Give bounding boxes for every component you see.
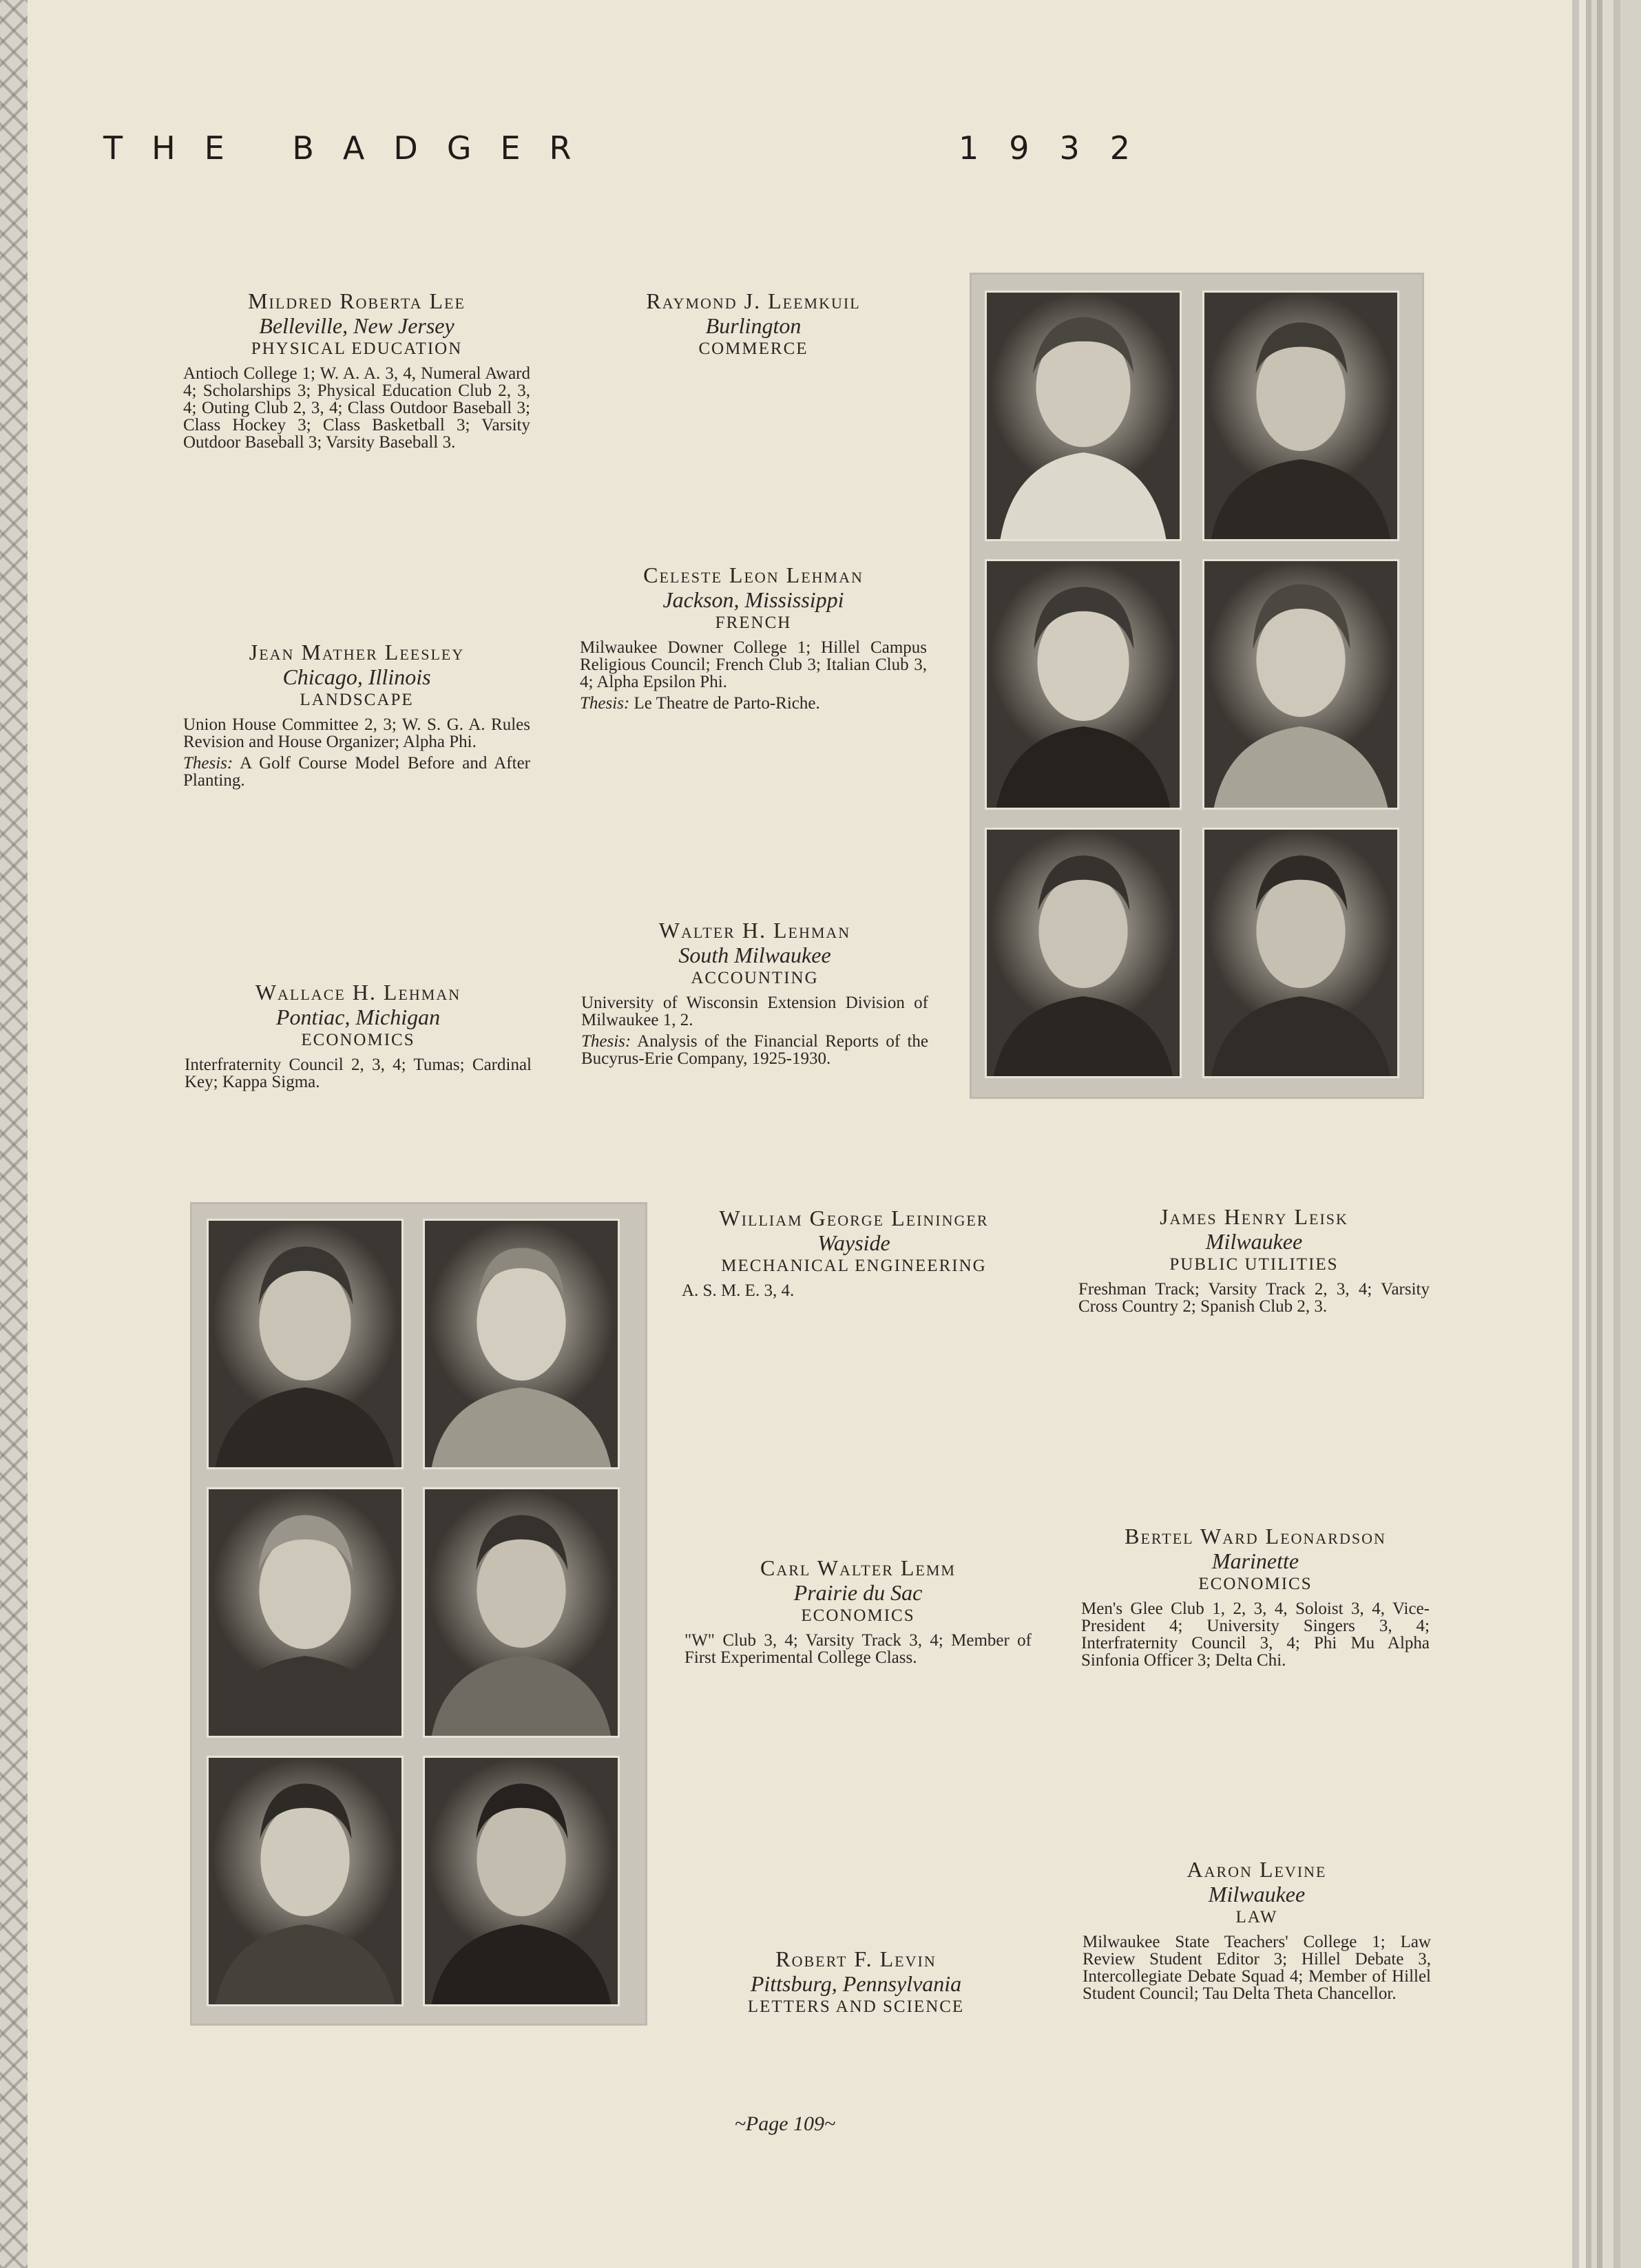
student-activities: Antioch College 1; W. A. A. 3, 4, Numeral Award 4; Scholarships 3; Physical Education Club 2, 3, 4; Outing Club 2, 3, 4; Class Outdoor Baseball 3; Class Hockey 3; Class Basketball 3; Varsity Outdoor Baseball 3; Varsity Baseball 3.	[183, 364, 530, 452]
student-entry	[183, 288, 530, 451]
portrait-icon	[209, 1489, 401, 1736]
portrait-icon	[425, 1758, 618, 2004]
decorative-right-border	[1572, 0, 1641, 2268]
portrait-icon	[1204, 293, 1397, 539]
portrait-icon	[987, 830, 1180, 1076]
student-entry	[580, 288, 927, 361]
thesis-label: Thesis:	[580, 694, 630, 713]
student-entry	[682, 1205, 1026, 1299]
page-header	[103, 129, 1205, 178]
student-hometown: Chicago, Illinois	[282, 664, 431, 689]
student-major: LAW	[1235, 1908, 1278, 1926]
photo-panel-bottom	[190, 1202, 647, 2026]
student-activities: "W" Club 3, 4; Varsity Track 3, 4; Member of First Experimental College Class.	[684, 1631, 1032, 1667]
student-name: William George Leininger	[719, 1206, 989, 1230]
portrait-icon	[209, 1221, 401, 1467]
decorative-left-border	[0, 0, 28, 2268]
student-major: PUBLIC UTILITIES	[1169, 1255, 1339, 1274]
portrait-photo	[207, 1487, 404, 1738]
student-name: Mildred Roberta Lee	[248, 288, 466, 313]
student-entry	[1083, 1856, 1431, 2002]
student-activities: Milwaukee State Teachers' College 1; Law Review Student Editor 3; Hillel Debate 3, Intercollegiate Debate Squad 4; Member of Hillel Student Council; Tau Delta Theta Chancellor.	[1083, 1933, 1431, 2003]
student-major: MECHANICAL ENGINEERING	[721, 1257, 987, 1275]
student-hometown: Prairie du Sac	[793, 1580, 923, 1605]
student-major: ECONOMICS	[1198, 1575, 1313, 1593]
portrait-icon	[987, 561, 1180, 808]
student-major: ECONOMICS	[301, 1031, 415, 1049]
portrait-photo	[1202, 559, 1399, 810]
student-name: Celeste Leon Lehman	[643, 563, 864, 587]
student-hometown: Burlington	[705, 313, 802, 338]
portrait-photo	[207, 1219, 404, 1469]
student-entry	[701, 1946, 1011, 2019]
student-name: Robert F. Levin	[775, 1946, 937, 1971]
student-thesis	[183, 755, 530, 789]
page-number: ~Page 109~	[734, 2112, 836, 2135]
thesis-title: Analysis of the Financial Reports of the Bucyrus-Erie Company, 1925-1930.	[581, 1032, 928, 1068]
student-hometown: Marinette	[1211, 1548, 1299, 1573]
portrait-icon	[1204, 561, 1397, 808]
student-name: Jean Mather Leesley	[249, 640, 465, 664]
student-entry	[581, 917, 928, 1067]
student-major: LANDSCAPE	[300, 691, 414, 709]
student-entry	[183, 639, 530, 789]
student-major: FRENCH	[715, 613, 792, 632]
student-major: PHYSICAL EDUCATION	[251, 339, 463, 358]
portrait-icon	[1204, 830, 1397, 1076]
thesis-title: Le Theatre de Parto-Riche.	[634, 694, 820, 713]
student-entry	[1081, 1523, 1430, 1669]
portrait-icon	[425, 1489, 618, 1736]
student-hometown: Pittsburg, Pennsylvania	[750, 1971, 962, 1996]
student-name: Bertel Ward Leonardson	[1125, 1524, 1386, 1548]
student-hometown: Jackson, Mississippi	[662, 587, 844, 612]
student-name: James Henry Leisk	[1160, 1204, 1348, 1229]
portrait-icon	[425, 1221, 618, 1467]
student-name: Wallace H. Lehman	[255, 980, 461, 1005]
portrait-photo	[423, 1487, 620, 1738]
student-entry	[185, 979, 532, 1091]
student-major: LETTERS AND SCIENCE	[747, 1997, 965, 2016]
student-major: COMMERCE	[698, 339, 808, 358]
student-hometown: South Milwaukee	[678, 943, 831, 967]
yearbook-title: THE BADGER	[103, 129, 600, 167]
portrait-photo	[985, 828, 1182, 1078]
student-entry	[1078, 1204, 1430, 1315]
thesis-label: Thesis:	[581, 1032, 631, 1051]
student-activities: Interfraternity Council 2, 3, 4; Tumas; Cardinal Key; Kappa Sigma.	[185, 1056, 532, 1091]
student-activities: University of Wisconsin Extension Division of Milwaukee 1, 2.	[581, 994, 928, 1029]
portrait-photo	[207, 1756, 404, 2006]
student-thesis	[580, 695, 927, 712]
portrait-photo	[985, 291, 1182, 541]
student-activities: A. S. M. E. 3, 4.	[682, 1281, 795, 1300]
student-entry	[684, 1555, 1032, 1666]
yearbook-year: 1932	[959, 129, 1161, 167]
student-hometown: Milwaukee	[1208, 1882, 1306, 1907]
student-hometown: Belleville, New Jersey	[259, 313, 454, 338]
student-hometown: Milwaukee	[1205, 1229, 1303, 1254]
student-name: Raymond J. Leemkuil	[646, 288, 861, 313]
portrait-photo	[423, 1219, 620, 1469]
student-activities: Union House Committee 2, 3; W. S. G. A. Rules Revision and House Organizer; Alpha Phi.	[183, 715, 530, 751]
portrait-photo	[423, 1756, 620, 2006]
portrait-photo	[1202, 291, 1399, 541]
portrait-icon	[987, 293, 1180, 539]
thesis-title: A Golf Course Model Before and After Planting.	[183, 754, 531, 790]
student-major: ACCOUNTING	[691, 969, 819, 987]
photo-panel-top	[970, 273, 1424, 1099]
portrait-photo	[985, 559, 1182, 810]
student-major: ECONOMICS	[801, 1606, 915, 1625]
thesis-label: Thesis:	[183, 754, 233, 773]
student-hometown: Pontiac, Michigan	[275, 1005, 441, 1029]
student-thesis	[581, 1033, 928, 1067]
student-activities: Men's Glee Club 1, 2, 3, 4, Soloist 3, 4, Vice-President 4; University Singers 3, 4; Interfraternity Council 3, 4; Phi Mu Alpha Sinfonia Officer 3; Delta Chi.	[1081, 1599, 1430, 1670]
student-name: Walter H. Lehman	[658, 918, 851, 943]
portrait-photo	[1202, 828, 1399, 1078]
student-activities: Freshman Track; Varsity Track 2, 3, 4; Varsity Cross Country 2; Spanish Club 2, 3.	[1078, 1280, 1430, 1316]
student-name: Aaron Levine	[1187, 1857, 1327, 1882]
student-entry	[580, 562, 927, 712]
student-activities: Milwaukee Downer College 1; Hillel Campus Religious Council; French Club 3; Italian Club 3, 4; Alpha Epsilon Phi.	[580, 638, 927, 691]
student-name: Carl Walter Lemm	[760, 1555, 956, 1580]
student-hometown: Wayside	[817, 1230, 890, 1255]
portrait-icon	[209, 1758, 401, 2004]
